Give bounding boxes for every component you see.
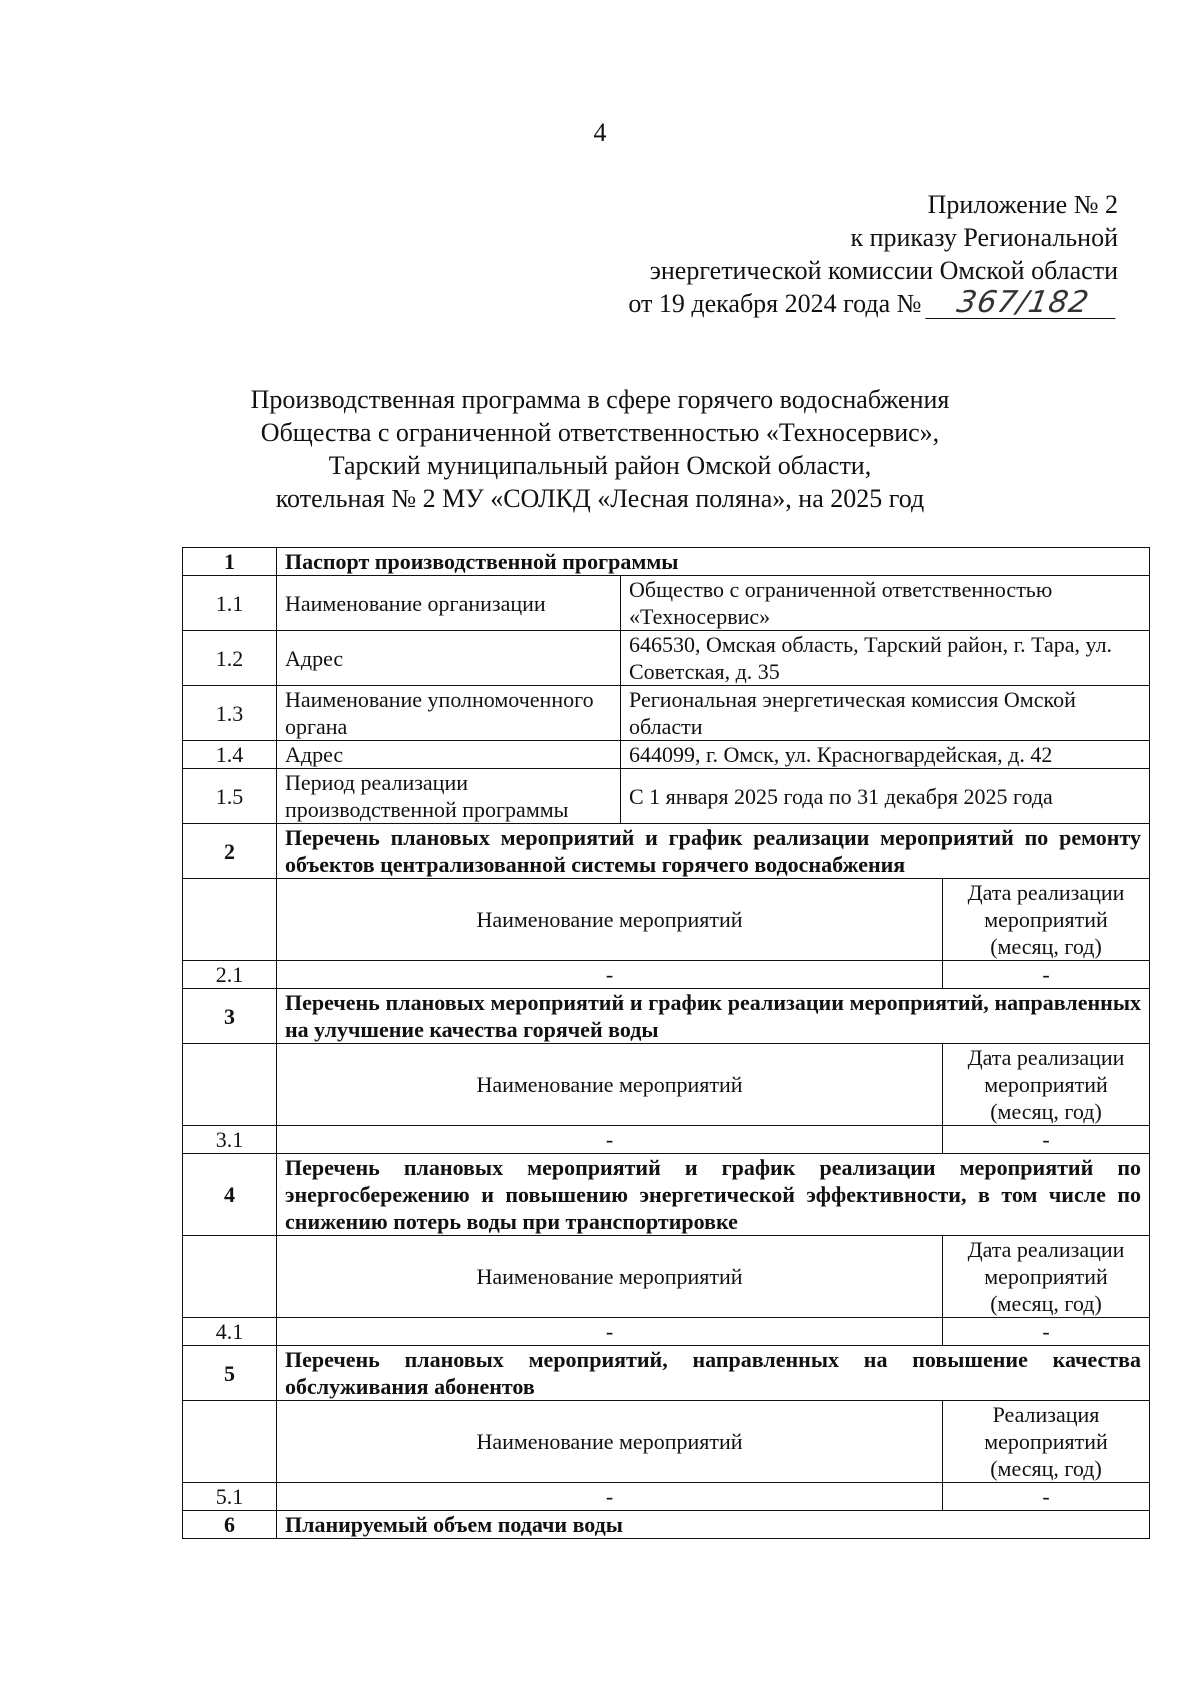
column-event-date: Дата реализации мероприятий (месяц, год) (943, 879, 1150, 961)
appendix-line3: энергетической комиссии Омской области (649, 256, 1118, 285)
row-number: 3.1 (183, 1126, 277, 1154)
row-date: - (943, 1318, 1150, 1346)
passport-row-number: 1.1 (183, 576, 277, 631)
section-1-number: 1 (183, 548, 277, 576)
section-6-title: Планируемый объем подачи воды (277, 1511, 1150, 1539)
column-event-name: Наименование мероприятий (277, 1044, 943, 1126)
section-2-number: 2 (183, 824, 277, 879)
title-line1: Производственная программа в сфере горячего водоснабжения (250, 385, 950, 414)
column-event-name: Наименование мероприятий (277, 1401, 943, 1483)
passport-row-number: 1.3 (183, 686, 277, 741)
empty-cell (183, 879, 277, 961)
passport-row (183, 741, 1150, 769)
row-date: - (943, 1126, 1150, 1154)
section-3-column-header (183, 1044, 1150, 1126)
table-row (183, 961, 1150, 989)
row-number: 5.1 (183, 1483, 277, 1511)
passport-row-number: 1.5 (183, 769, 277, 824)
section-3-header (183, 989, 1150, 1044)
table-row (183, 1318, 1150, 1346)
section-4-header (183, 1154, 1150, 1236)
title-line3: Тарский муниципальный район Омской области, (328, 451, 872, 480)
title-line2: Общества с ограниченной ответственностью «Техносервис», (260, 418, 940, 447)
passport-row (183, 769, 1150, 824)
column-event-name: Наименование мероприятий (277, 879, 943, 961)
appendix-order-line (628, 287, 1118, 320)
section-1-title: Паспорт производственной программы (277, 548, 1150, 576)
section-5-column-header (183, 1401, 1150, 1483)
empty-cell (183, 1044, 277, 1126)
row-event: - (277, 961, 943, 989)
passport-row-label: Наименование организации (277, 576, 621, 631)
appendix-line1: Приложение № 2 (927, 190, 1118, 219)
passport-row-number: 1.4 (183, 741, 277, 769)
passport-row (183, 576, 1150, 631)
row-date: - (943, 1483, 1150, 1511)
row-event: - (277, 1483, 943, 1511)
row-event: - (277, 1318, 943, 1346)
row-event: - (277, 1126, 943, 1154)
program-table (182, 547, 1150, 1539)
passport-row-value: 644099, г. Омск, ул. Красногвардейская, д. 42 (621, 741, 1150, 769)
section-6-header (183, 1511, 1150, 1539)
row-number: 2.1 (183, 961, 277, 989)
row-date: - (943, 961, 1150, 989)
passport-row-value: 646530, Омская область, Тарский район, г. Тара, ул. Советская, д. 35 (621, 631, 1150, 686)
passport-row-label: Адрес (277, 631, 621, 686)
order-number-handwritten: 367/182 (925, 288, 1120, 319)
section-5-title: Перечень плановых мероприятий, направленных на повышение качества обслуживания абонентов (277, 1346, 1150, 1401)
table-row (183, 1126, 1150, 1154)
column-event-date: Реализация мероприятий (месяц, год) (943, 1401, 1150, 1483)
section-2-title: Перечень плановых мероприятий и график реализации мероприятий по ремонту объектов централизованной системы горячего водоснабжения (277, 824, 1150, 879)
passport-row-value: С 1 января 2025 года по 31 декабря 2025 года (621, 769, 1150, 824)
section-2-header (183, 824, 1150, 879)
section-5-header (183, 1346, 1150, 1401)
passport-row-value: Общество с ограниченной ответственностью «Техносервис» (621, 576, 1150, 631)
passport-row-label: Период реализации производственной программы (277, 769, 621, 824)
row-number: 4.1 (183, 1318, 277, 1346)
title-line4: котельная № 2 МУ «СОЛКД «Лесная поляна», на 2025 год (275, 484, 925, 513)
order-date: от 19 декабря 2024 года № (628, 289, 922, 318)
passport-row (183, 631, 1150, 686)
empty-cell (183, 1236, 277, 1318)
section-3-number: 3 (183, 989, 277, 1044)
section-4-number: 4 (183, 1154, 277, 1236)
section-3-title: Перечень плановых мероприятий и график реализации мероприятий, направленных на улучшение качества горячей воды (277, 989, 1150, 1044)
passport-row (183, 686, 1150, 741)
section-2-column-header (183, 879, 1150, 961)
passport-row-value: Региональная энергетическая комиссия Омской области (621, 686, 1150, 741)
column-event-date: Дата реализации мероприятий (месяц, год) (943, 1044, 1150, 1126)
table-row (183, 1483, 1150, 1511)
page-number: 4 (593, 118, 607, 147)
passport-row-number: 1.2 (183, 631, 277, 686)
empty-cell (183, 1401, 277, 1483)
appendix-header (628, 188, 1118, 320)
section-4-column-header (183, 1236, 1150, 1318)
column-event-name: Наименование мероприятий (277, 1236, 943, 1318)
appendix-line2: к приказу Региональной (850, 223, 1118, 252)
section-5-number: 5 (183, 1346, 277, 1401)
column-event-date: Дата реализации мероприятий (месяц, год) (943, 1236, 1150, 1318)
document-title (0, 383, 1200, 515)
passport-row-label: Наименование уполномоченного органа (277, 686, 621, 741)
section-4-title: Перечень плановых мероприятий и график реализации мероприятий по энергосбережению и повышению энергетической эффективности, в том числе по снижению потерь воды при транспортировке (277, 1154, 1150, 1236)
section-1-header (183, 548, 1150, 576)
passport-row-label: Адрес (277, 741, 621, 769)
section-6-number: 6 (183, 1511, 277, 1539)
